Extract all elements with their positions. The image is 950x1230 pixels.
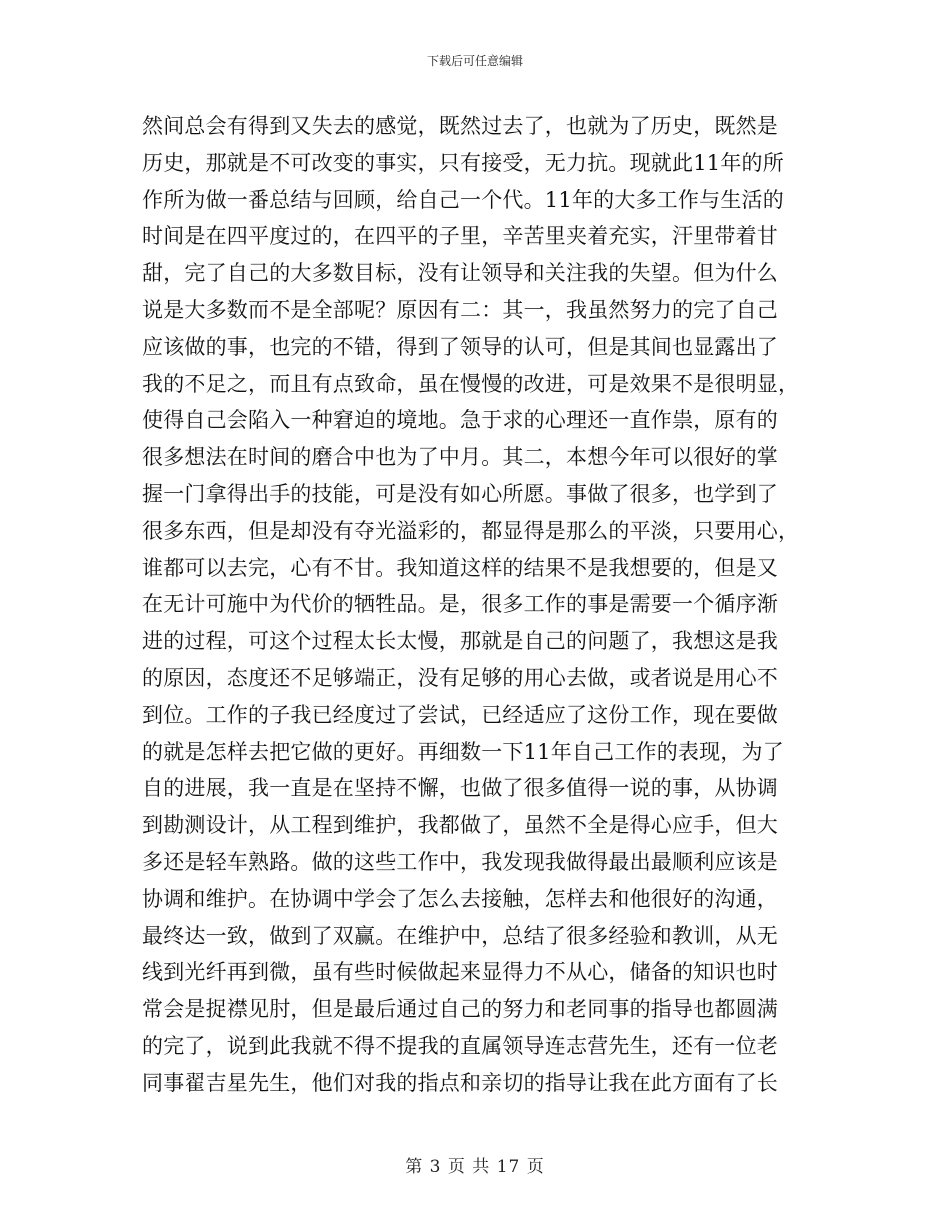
text-line: 很多东西，但是却没有夺光溢彩的，都显得是那么的平淡，只要用心， (142, 518, 800, 543)
text-line: 在无计可施中为代价的牺牲品。是，很多工作的事是需要一个循序渐 (142, 592, 778, 617)
text-line: 时间是在四平度过的，在四平的子里，辛苦里夹着充实，汗里带着甘 (142, 224, 778, 249)
text-line: 同事翟吉星先生，他们对我的指点和亲切的指导让我在此方面有了长 (142, 1070, 778, 1095)
text-line: 甜，完了自己的大多数目标，没有让领导和关注我的失望。但为什么 (142, 261, 778, 286)
text-line: 谁都可以去完，心有不甘。我知道这样的结果不是我想要的，但是又 (142, 555, 778, 580)
text-line: 使得自己会陷入一种窘迫的境地。急于求的心理还一直作祟，原有的 (142, 408, 778, 433)
text-line: 线到光纤再到微，虽有些时候做起来显得力不从心，储备的知识也时 (142, 960, 778, 985)
text-line: 然间总会有得到又失去的感觉，既然过去了，也就为了历史，既然是 (142, 114, 778, 138)
text-line: 常会是捉襟见肘，但是最后通过自己的努力和老同事的指导也都圆满 (142, 997, 778, 1022)
text-line: 的完了，说到此我就不得不提我的直属领导连志营先生，还有一位老 (142, 1033, 778, 1058)
text-line: 我的不足之，而且有点致命，虽在慢慢的改进，可是效果不是很明显， (142, 371, 800, 396)
text-line: 历史，那就是不可改变的事实，只有接受，无力抗。现就此11年的所 (142, 150, 784, 175)
text-line: 进的过程，可这个过程太长太慢，那就是自己的问题了，我想这是我 (142, 629, 778, 654)
text-line: 作所为做一番总结与回顾，给自己一个代。11年的大多工作与生活的 (142, 187, 784, 212)
text-line: 的原因，态度还不足够端正，没有足够的用心去做，或者说是用心不 (142, 665, 778, 690)
text-line: 应该做的事，也完的不错，得到了领导的认可，但是其间也显露出了 (142, 334, 778, 359)
text-line: 说是大多数而不是全部呢？原因有二：其一，我虽然努力的完了自己 (142, 297, 778, 322)
text-line: 握一门拿得出手的技能，可是没有如心所愿。事做了很多，也学到了 (142, 481, 778, 506)
page-header-note: 下载后可任意编辑 (426, 54, 523, 68)
text-line: 自的进展，我一直是在坚持不懈，也做了很多值得一说的事，从协调 (142, 776, 778, 801)
body-text (142, 108, 808, 1102)
text-line: 多还是轻车熟路。做的这些工作中，我发现我做得最出最顺利应该是 (142, 849, 778, 874)
text-line: 的就是怎样去把它做的更好。再细数一下11年自己工作的表现，为了 (142, 739, 784, 764)
text-line: 最终达一致，做到了双赢。在维护中，总结了很多经验和教训，从无 (142, 923, 778, 948)
text-line: 协调和维护。在协调中学会了怎么去接触，怎样去和他很好的沟通， (142, 886, 778, 911)
text-line: 到位。工作的子我已经度过了尝试，已经适应了这份工作，现在要做 (142, 702, 778, 727)
text-line: 很多想法在时间的磨合中也为了中月。其二，本想今年可以很好的掌 (142, 445, 778, 470)
page-number: 第 3 页 共 17 页 (405, 1157, 545, 1177)
text-line: 到勘测设计，从工程到维护，我都做了，虽然不全是得心应手，但大 (142, 813, 778, 838)
